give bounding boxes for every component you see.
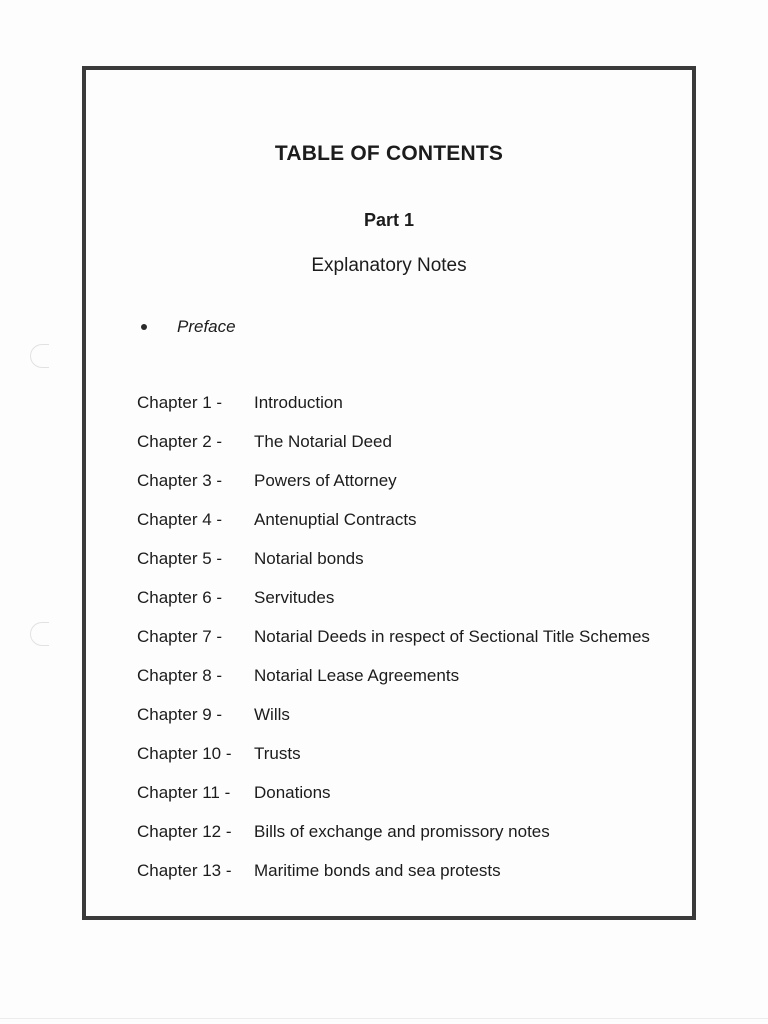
chapter-title: Trusts [254, 744, 301, 763]
chapter-title: Notarial Deeds in respect of Sectional Title Schemes [254, 627, 650, 646]
chapter-label: Chapter 8 - [137, 666, 223, 685]
chapter-row [137, 822, 650, 861]
chapter-label: Chapter 4 - [137, 510, 223, 529]
scan-edge-line [0, 1018, 768, 1019]
chapter-label: Chapter 10 - [137, 744, 232, 763]
punch-hole-mark [30, 344, 49, 368]
chapter-title: Antenuptial Contracts [254, 510, 417, 529]
chapter-row [137, 744, 650, 783]
chapter-label: Chapter 6 - [137, 588, 223, 607]
chapter-row [137, 588, 650, 627]
chapter-row [137, 471, 650, 510]
chapter-label: Chapter 3 - [137, 471, 223, 490]
chapter-row [137, 549, 650, 588]
chapter-title: Maritime bonds and sea protests [254, 861, 501, 880]
chapter-label: Chapter 9 - [137, 705, 223, 724]
chapter-label: Chapter 12 - [137, 822, 232, 841]
chapter-row [137, 510, 650, 549]
preface-item [141, 317, 236, 337]
chapter-row [137, 432, 650, 471]
chapter-row [137, 705, 650, 744]
chapter-title: Notarial Lease Agreements [254, 666, 460, 685]
chapter-label: Chapter 11 - [137, 783, 231, 802]
preface-label: Preface [177, 317, 236, 336]
chapter-title: Wills [254, 705, 290, 724]
punch-hole-mark [30, 622, 49, 646]
chapter-title: Servitudes [254, 588, 335, 607]
chapter-row [137, 627, 650, 666]
chapter-row [137, 666, 650, 705]
chapter-title: The Notarial Deed [254, 432, 392, 451]
chapter-title: Introduction [254, 393, 343, 412]
chapter-label: Chapter 7 - [137, 627, 223, 646]
chapter-title: Donations [254, 783, 331, 802]
chapter-row [137, 783, 650, 822]
chapter-row [137, 393, 650, 432]
chapter-label: Chapter 2 - [137, 432, 223, 451]
bullet-icon [141, 324, 147, 330]
chapter-label: Chapter 13 - [137, 861, 232, 880]
contents-frame [82, 66, 696, 920]
chapter-title: Notarial bonds [254, 549, 364, 568]
chapter-label: Chapter 1 - [137, 393, 223, 412]
chapter-title: Bills of exchange and promissory notes [254, 822, 550, 841]
chapter-list [137, 393, 650, 900]
part-subtitle: Explanatory Notes [311, 255, 467, 276]
chapter-label: Chapter 5 - [137, 549, 223, 568]
chapter-title: Powers of Attorney [254, 471, 397, 490]
part-heading: Part 1 [363, 210, 415, 230]
page-title: TABLE OF CONTENTS [274, 142, 504, 165]
chapter-row [137, 861, 650, 900]
